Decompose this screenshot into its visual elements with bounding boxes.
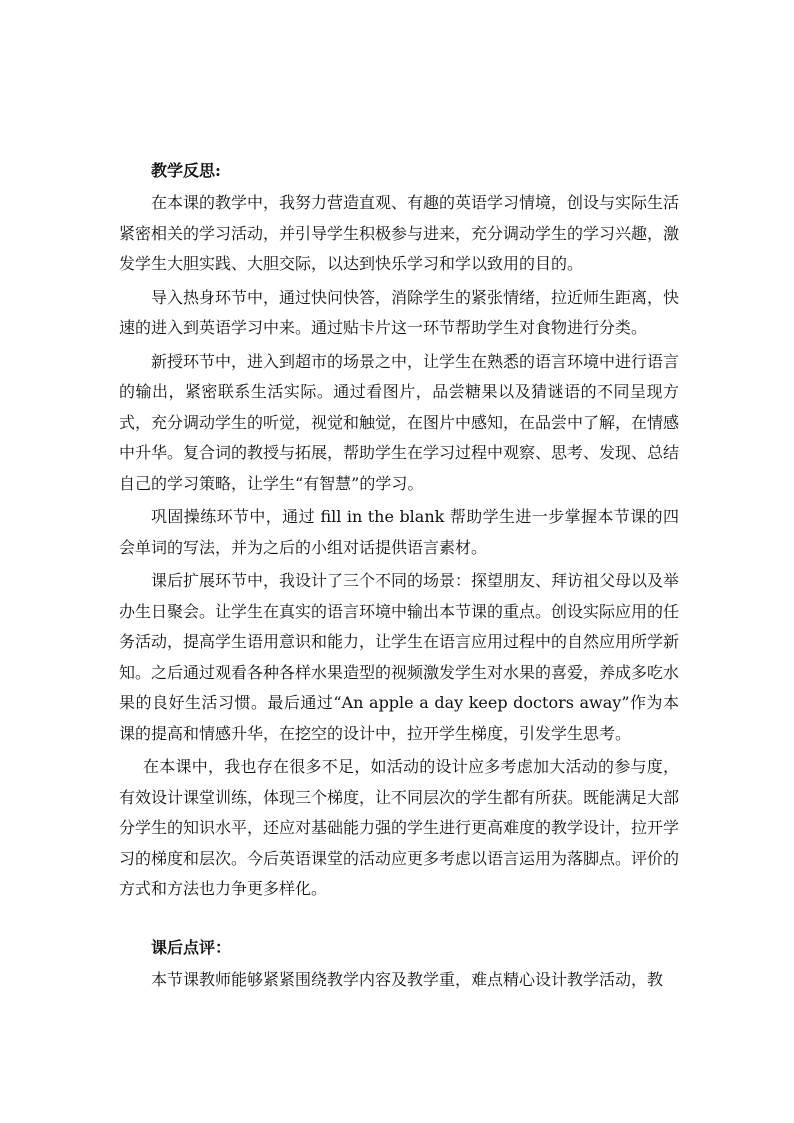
document-content	[119, 156, 679, 998]
reflection-paragraph-4: 巩固操练环节中，通过 fill in the blank 帮助学生进一步掌握本节课的四会单词的写法，并为之后的小组对话提供语言素材。	[119, 507, 679, 557]
reflection-paragraph-1: 在本课的教学中，我努力营造直观、有趣的英语学习情境，创设与实际生活紧密相关的学习活动，并引导学生积极参与进来，充分调动学生的学习兴趣，激发学生大胆实践、大胆交际，以达到快乐学习和学以致用的目的。	[119, 193, 680, 273]
review-heading: 课后点评：	[151, 937, 232, 957]
reflection-paragraph-5: 课后扩展环节中，我设计了三个不同的场景：探望朋友、拜访祖父母以及举办生日聚会。让学生在真实的语言环境中输出本节课的重点。创设实际应用的任务活动，提高学生语用意识和能力，让学生在语言应用过程中的自然应用所学新知。之后通过观看各种各样水果造型的视频激发学生对水果的喜爱，养成多吃水果的良好生活习惯。最后通过“An apple a day keep doctors away”作为本课的提高和情感升华，在挖空的设计中，拉开学生梯度，引发学生思考。	[119, 571, 680, 743]
reflection-paragraph-3: 新授环节中，进入到超市的场景之中，让学生在熟悉的语言环境中进行语言的输出，紧密联系生活实际。通过看图片，品尝糖果以及猜谜语的不同呈现方式，充分调动学生的听觉，视觉和触觉，在图片中感知，在品尝中了解，在情感中升华。复合词的教授与拓展，帮助学生在学习过程中观察、思考、发现、总结自己的学习策略，让学生“有智慧”的学习。	[119, 351, 680, 493]
review-paragraph-1: 本节课教师能够紧紧围绕教学内容及教学重，难点精心设计教学活动，教	[151, 969, 664, 989]
reflection-paragraph-2: 导入热身环节中，通过快问快答，消除学生的紧张情绪，拉近师生距离，快速的进入到英语学习中来。通过贴卡片这一环节帮助学生对食物进行分类。	[119, 287, 680, 337]
reflection-paragraph-6: 在本课中，我也存在很多不足，如活动的设计应多考虑加大活动的参与度，有效设计课堂训练，体现三个梯度，让不同层次的学生都有所获。既能满足大部分学生的知识水平，还应对基础能力强的学生进行更高难度的教学设计，拉开学习的梯度和层次。今后英语课堂的活动应更多考虑以语言运用为落脚点。评价的方式和方法也力争更多样化。	[119, 757, 680, 898]
reflection-heading: 教学反思:	[151, 161, 221, 180]
section-spacer	[119, 908, 679, 933]
